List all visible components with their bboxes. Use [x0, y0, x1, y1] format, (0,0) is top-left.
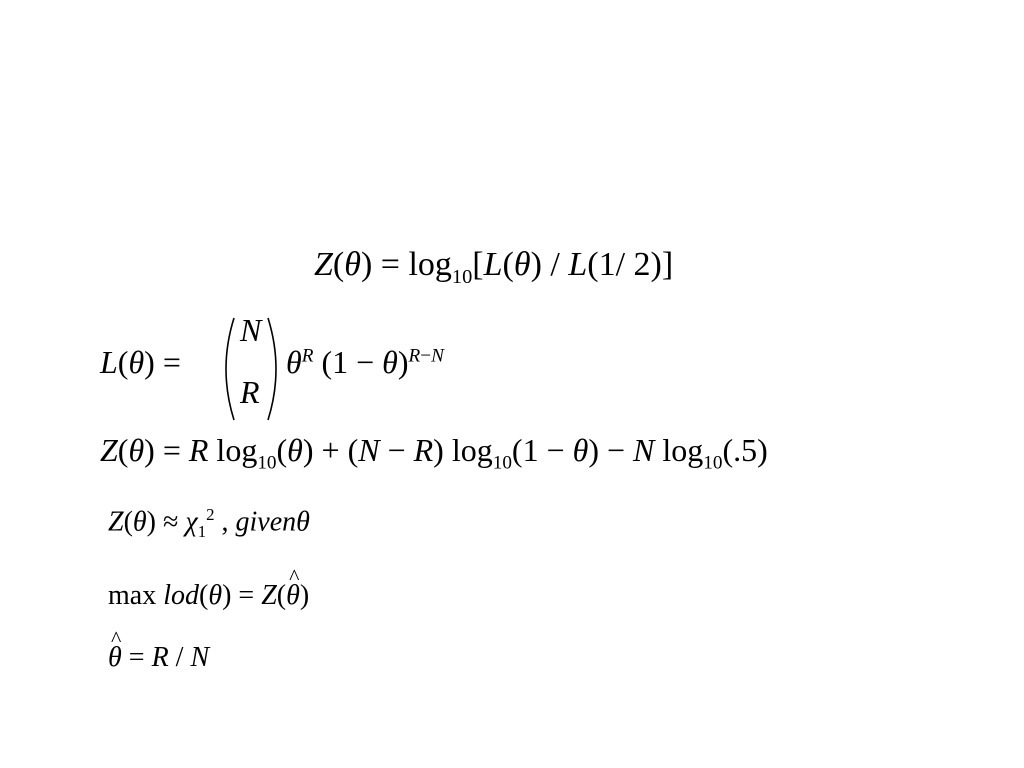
lod-expanded-formula: Z(θ) = R $\log_{10}(\theta) + (N - R) \log_{10}(1 - \theta) - N$ $\log_{10}(.5)$ — [100, 432, 768, 474]
binomial-coefficient: N R — [216, 314, 286, 424]
chi-square-formula: $Z(\theta) \approx \chi_1^2$ , givenθ — [108, 505, 310, 541]
max-lod-formula: max lod(θ) = Z(^ θ) — [108, 580, 309, 612]
lod-formula: $Z(\theta) = \log_{10}[L(\theta) / L(1/$ 2)] — [314, 246, 674, 288]
top-decorative-band — [0, 8, 1024, 48]
bottom-decorative-band — [0, 758, 1024, 768]
theta-hat-formula: ^ θ = R / N — [108, 642, 209, 674]
